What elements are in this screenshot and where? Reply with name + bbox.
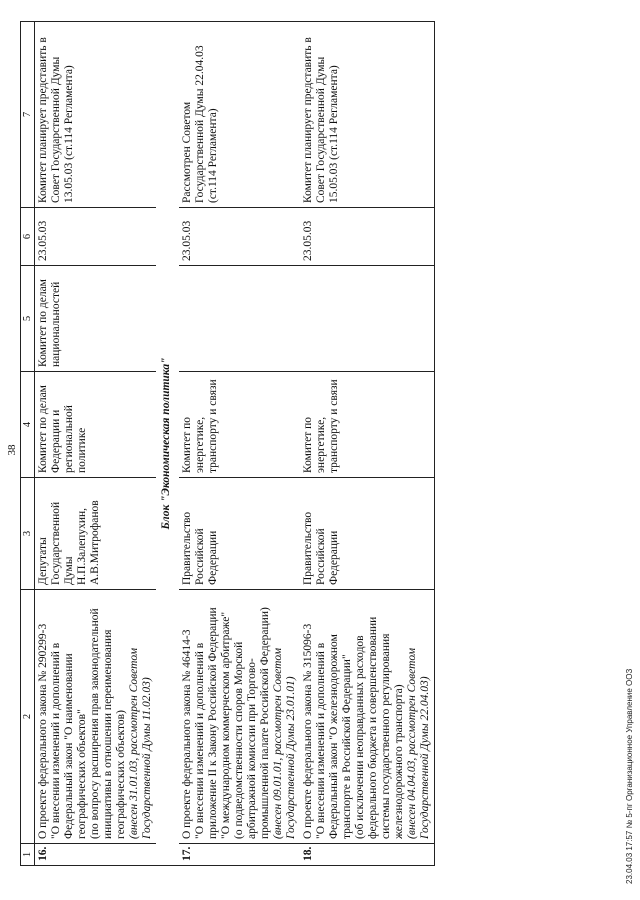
description-line: географических объектов) xyxy=(115,710,127,839)
description-line: Государственной Думы 22.04.03) xyxy=(419,676,431,839)
description-line: Федеральный закон "О наименовании xyxy=(63,653,75,839)
table-row xyxy=(35,22,157,866)
header-cell: 7 xyxy=(21,22,35,208)
section-title: Блок "Экономическая политика" xyxy=(156,22,179,866)
description-line: (об исключении неоправданных расходов xyxy=(354,635,366,839)
header-cell: 4 xyxy=(21,372,35,478)
description-line: (о подведомственности споров Морской xyxy=(233,641,245,839)
description-line: промышленной палате Российской Федерации) xyxy=(259,607,271,839)
row-number: 16. xyxy=(35,844,157,866)
bills-table xyxy=(20,21,435,866)
committee-cell: Комитет по делам Федерации и региональной политике xyxy=(35,372,157,478)
description-line: "О внесении изменений и дополнений в xyxy=(50,642,62,839)
description-line: федерального бюджета и совершенствовании xyxy=(367,616,379,839)
header-cell: 2 xyxy=(21,590,35,844)
description-line: системы государственного регулирования xyxy=(380,633,392,839)
header-cell: 5 xyxy=(21,266,35,372)
date-cell: 23.05.03 xyxy=(179,208,300,266)
table-row xyxy=(300,22,435,866)
description-line: приложение II к Закону Российской Федерации xyxy=(207,607,219,839)
description-line: О проекте федерального закона № 290299-3 xyxy=(37,623,49,839)
description-line: Государственной Думы 23.01.01) xyxy=(285,676,297,839)
description-line: железнодорожного транспорта) xyxy=(393,684,405,839)
header-cell: 3 xyxy=(21,478,35,590)
committee-cell: Комитет по энергетике, транспорту и связи xyxy=(300,372,435,478)
bill-description xyxy=(179,590,300,844)
description-line: Федеральный закон "О железнодорожном xyxy=(328,634,340,839)
note-cell: Комитет планирует представить в Совет Государственной Думы 15.05.03 (ст.114 Регламента) xyxy=(300,22,435,208)
section-row xyxy=(156,22,179,866)
description-line: (по вопросу расширения прав законодательной xyxy=(89,608,101,839)
initiator-cell: Правительство Российской Федерации xyxy=(300,478,435,590)
description-line: "О внесении изменений и дополнений в xyxy=(315,642,327,839)
description-line: "О международном коммерческом арбитраже" xyxy=(220,611,232,839)
description-line: (внесен 04.04.03, рассмотрен Советом xyxy=(406,647,418,839)
header-cell: 6 xyxy=(21,208,35,266)
description-line: инициативы в отношении переименования xyxy=(102,629,114,839)
co-committee-cell xyxy=(300,266,435,372)
description-line: арбитражной комиссии при Торгово- xyxy=(246,658,258,839)
date-cell: 23.05.03 xyxy=(300,208,435,266)
header-row xyxy=(21,22,35,866)
description-line: О проекте федерального закона № 315096-3 xyxy=(302,623,314,839)
row-number: 18. xyxy=(300,844,435,866)
initiator-cell: Правительство Российской Федерации xyxy=(179,478,300,590)
bill-description xyxy=(300,590,435,844)
note-cell: Комитет планирует представить в Совет Государственной Думы 13.05.03 (ст.114 Регламента) xyxy=(35,22,157,208)
co-committee-cell: Комитет по делам национальностей xyxy=(35,266,157,372)
description-line: (внесен 09.01.01, рассмотрен Советом xyxy=(272,647,284,839)
description-line: географических объектов" xyxy=(76,709,88,839)
page-footer: 23.04.03 17:57 № 5-пг Организационное Управление ООЗ xyxy=(625,668,634,884)
committee-cell: Комитет по энергетике, транспорту и связи xyxy=(179,372,300,478)
description-line: (внесен 31.01.03, рассмотрен Советом xyxy=(128,647,140,839)
description-line: Государственной Думы 11.02.03) xyxy=(141,677,153,839)
description-line: О проекте федерального закона № 46414-3 xyxy=(181,629,193,839)
bill-description xyxy=(35,590,157,844)
row-number: 17. xyxy=(179,844,300,866)
header-cell: 1 xyxy=(21,844,35,866)
co-committee-cell xyxy=(179,266,300,372)
note-cell: Рассмотрен Советом Государственной Думы 22.04.03 (ст.114 Регламента) xyxy=(179,22,300,208)
description-line: "О внесении изменений и дополнений в xyxy=(194,642,206,839)
initiator-cell: Депутаты Государственной Думы Н.П.Залепухин, А.В.Митрофанов xyxy=(35,478,157,590)
page-number: 38 xyxy=(6,444,18,456)
description-line: транспорте в Российской Федерации" xyxy=(341,654,353,839)
date-cell: 23.05.03 xyxy=(35,208,157,266)
table-row xyxy=(179,22,300,866)
